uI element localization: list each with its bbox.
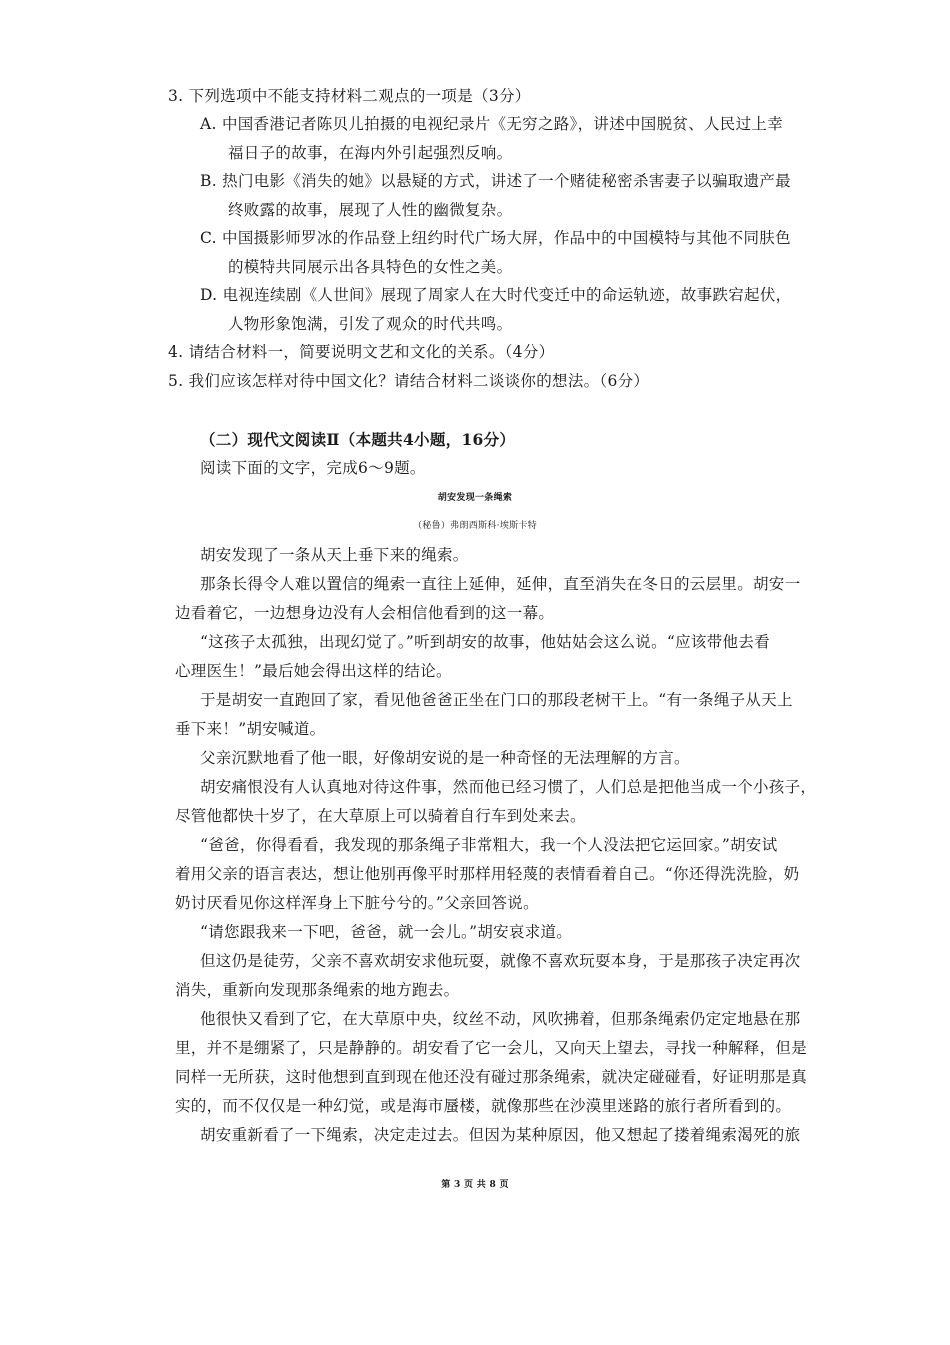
story-line: 里，并不是绷紧了，只是静静的。胡安看了它一会儿，又向天上望去，寻找一种解释，但是 <box>175 1039 808 1057</box>
story-line: 胡安发现了一条从天上垂下来的绳索。 <box>200 546 469 564</box>
page-footer: 第 3 页 共 8 页 <box>441 1180 509 1190</box>
option-a-line-2: 福日子的故事，在海内外引起强烈反响。 <box>228 144 513 162</box>
section-instruction: 阅读下面的文字，完成6～9题。 <box>200 459 426 477</box>
option-a-line-1: A. 中国香港记者陈贝儿拍摄的电视纪录片《无穷之路》，讲述中国脱贫、人民过上幸 <box>200 115 783 133</box>
question-4: 4. 请结合材料一，简要说明文艺和文化的关系。（4分） <box>168 343 555 361</box>
option-c-line-1: C. 中国摄影师罗冰的作品登上纽约时代广场大屏，作品中的中国模特与其他不同肤色 <box>200 229 791 247</box>
story-line: “爸爸，你得看看，我发现的那条绳子非常粗大，我一个人没法把它运回家。”胡安试 <box>200 836 778 854</box>
story-line: 胡安重新看了一下绳索，决定走过去。但因为某种原因，他又想起了搂着绳索渴死的旅 <box>200 1126 801 1144</box>
story-line: 那条长得令人难以置信的绳索一直往上延伸，延伸，直至消失在冬日的云层里。胡安一 <box>200 575 801 593</box>
story-line: 同样一无所获，这时他想到直到现在他还没有碰过那条绳索，就决定碰碰看，好证明那是真 <box>175 1068 808 1086</box>
story-line: 心理医生！”最后她会得出这样的结论。 <box>175 662 452 680</box>
story-line: 尽管他都快十岁了，在大草原上可以骑着自行车到处来去。 <box>175 807 586 825</box>
story-line: 实的，而不仅仅是一种幻觉，或是海市蜃楼，就像那些在沙漠里迷路的旅行者所看到的。 <box>175 1097 792 1115</box>
option-d-line-2: 人物形象饱满，引发了观众的时代共鸣。 <box>228 315 513 333</box>
story-line: 消失，重新向发现那条绳索的地方跑去。 <box>175 981 460 999</box>
story-title: 胡安发现一条绳索 <box>437 493 513 503</box>
story-line: 胡安痛恨没有人认真地对待这件事，然而他已经习惯了，人们总是把他当成一个小孩子， <box>200 778 817 796</box>
story-line: 边看着它，一边想身边没有人会相信他看到的这一幕。 <box>175 604 555 622</box>
story-line: 父亲沉默地看了他一眼，好像胡安说的是一种奇怪的无法理解的方言。 <box>200 749 690 767</box>
story-line: “请您跟我来一下吧，爸爸，就一会儿。”胡安哀求道。 <box>200 923 573 941</box>
story-line: 奶讨厌看见你这样浑身上下脏兮兮的。”父亲回答说。 <box>175 894 539 912</box>
question-3-stem: 3. 下列选项中不能支持材料二观点的一项是（3分） <box>168 87 531 105</box>
story-line: 着用父亲的语言表达，想让他别再像平时那样用轻蔑的表情看着自己。“你还得洗洗脸，奶 <box>175 865 800 883</box>
story-line: “这孩子太孤独，出现幻觉了。”听到胡安的故事，他姑姑会这么说。“应该带他去看 <box>200 633 770 651</box>
option-b-line-1: B. 热门电影《消失的她》以悬疑的方式，讲述了一个赌徒秘密杀害妻子以骗取遗产最 <box>200 172 791 190</box>
story-line: 但这仍是徒劳，父亲不喜欢胡安求他玩耍，就像不喜欢玩耍本身，于是那孩子决定再次 <box>200 952 801 970</box>
story-line: 垂下来！”胡安喊道。 <box>175 720 326 738</box>
section-title: （二）现代文阅读Ⅱ（本题共4小题，16分） <box>200 430 516 449</box>
story-line: 于是胡安一直跑回了家，看见他爸爸正坐在门口的那段老树干上。“有一条绳子从天上 <box>200 691 793 709</box>
story-line: 他很快又看到了它，在大草原中央，纹丝不动，风吹拂着，但那条绳索仍定定地悬在那 <box>200 1010 801 1028</box>
option-b-line-2: 终败露的故事，展现了人性的幽微复杂。 <box>228 201 513 219</box>
question-5: 5. 我们应该怎样对待中国文化？请结合材料二谈谈你的想法。（6分） <box>168 372 650 390</box>
option-d-line-1: D. 电视连续剧《人世间》展现了周家人在大时代变迁中的命运轨迹，故事跌宕起伏， <box>200 286 792 304</box>
story-author: （秘鲁）弗朗西斯科·埃斯卡特 <box>412 521 538 531</box>
option-c-line-2: 的模特共同展示出各具特色的女性之美。 <box>228 258 513 276</box>
